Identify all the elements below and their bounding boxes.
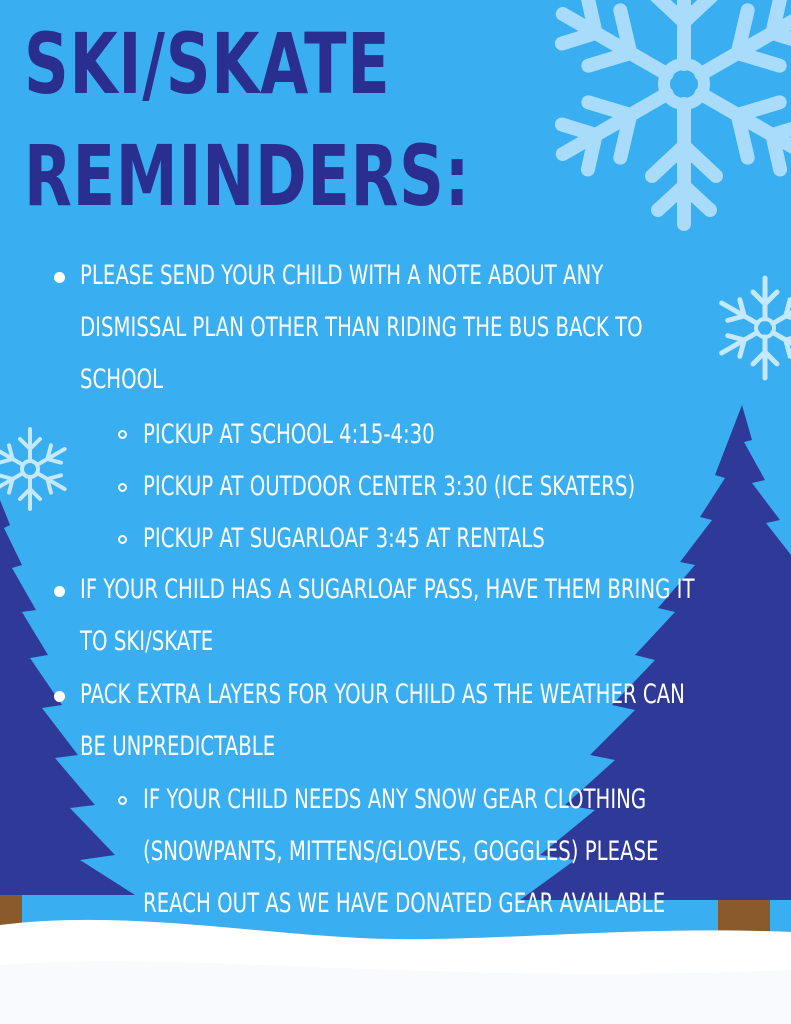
title-line-2: REMINDERS:	[24, 127, 471, 225]
bullet-disc	[54, 691, 65, 702]
list-item-text: IF YOUR CHILD HAS A SUGARLOAF PASS, HAVE THEM BRING IT	[80, 574, 695, 605]
sub-list-item-text: PICKUP AT SCHOOL 4:15-4:30	[143, 419, 435, 450]
sub-list-item-text: IF YOUR CHILD NEEDS ANY SNOW GEAR CLOTHING	[143, 784, 647, 815]
bullet-disc	[54, 586, 65, 597]
bullet-circle	[118, 535, 127, 544]
bullet-circle	[118, 483, 127, 492]
snowflake-icon-large	[547, 0, 791, 224]
list-item-text: PLEASE SEND YOUR CHILD WITH A NOTE ABOUT ANY	[80, 260, 604, 291]
list-item-text: PACK EXTRA LAYERS FOR YOUR CHILD AS THE WEATHER CAN	[80, 679, 685, 710]
sub-list-item	[143, 461, 791, 513]
sub-list-item	[143, 774, 791, 930]
sub-list-item	[143, 513, 693, 565]
list-item-text: SCHOOL	[80, 364, 164, 395]
bullet-disc	[54, 272, 65, 283]
sub-list-item-text: PICKUP AT SUGARLOAF 3:45 AT RENTALS	[143, 523, 545, 554]
list-item	[80, 250, 791, 406]
title-line-1: SKI/SKATE	[24, 15, 391, 113]
sub-list-item-text: PICKUP AT OUTDOOR CENTER 3:30 (ICE SKATERS)	[143, 471, 636, 502]
list-item	[80, 564, 791, 668]
sub-list-item	[143, 409, 543, 461]
sub-list-item-text: (SNOWPANTS, MITTENS/GLOVES, GOGGLES) PLEASE	[143, 836, 659, 867]
list-item	[80, 669, 791, 773]
list-item-text: DISMISSAL PLAN OTHER THAN RIDING THE BUS BACK TO	[80, 312, 643, 343]
snowflake-icon-left	[0, 429, 70, 509]
list-item-text: TO SKI/SKATE	[80, 626, 214, 657]
page-title	[24, 8, 470, 232]
sub-list-item-text: REACH OUT AS WE HAVE DONATED GEAR AVAILABLE	[143, 888, 666, 919]
bullet-circle	[118, 430, 127, 439]
bullet-circle	[118, 796, 127, 805]
list-item-text: BE UNPREDICTABLE	[80, 731, 276, 762]
